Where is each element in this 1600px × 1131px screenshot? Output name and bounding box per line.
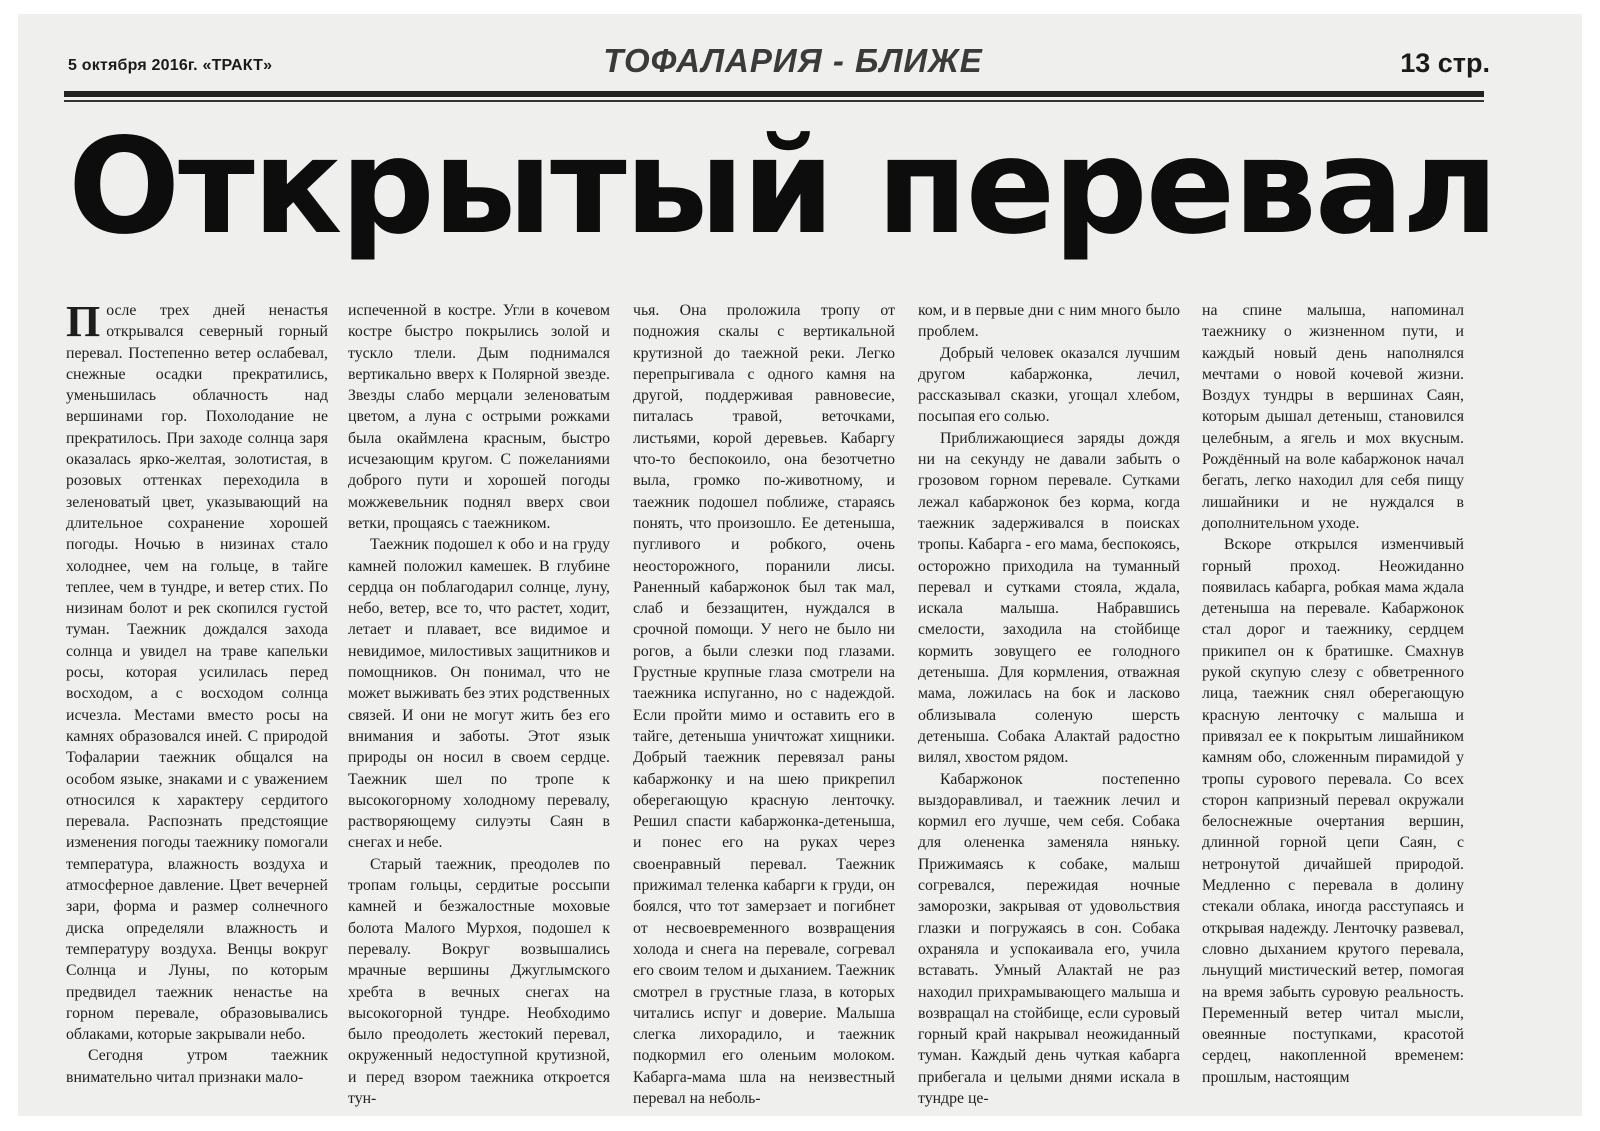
section-title: ТОФАЛАРИЯ - БЛИЖЕ [603,42,983,79]
article-paragraph: Сегодня утром таежник внимательно читал признаки мало- [66,1047,328,1086]
issue-date-outlet: 5 октября 2016г. «ТРАКТ» [68,57,273,74]
article-headline: Открытый перевал [68,110,1497,264]
article-paragraph: ком, и в первые дни с ним много было проблем. [918,302,1180,341]
article-column-2 [348,300,610,1108]
article-column-5 [1202,300,1464,1108]
paragraph-text: осле трех дней ненастья открывался северный горный перевал. Постепенно ветер ослабевал, снежные осадки прекратились, уменьшилась облачность над вершинами гор. Похолодание не прекратилось. При заходе солнца заря оказалась ярко-желтая, золотистая, в розовых оттенках переходила в зеленоватый цвет, указывающий на длительное сохранение хорошей погоды. Ночью в низинах стало холоднее, чем на гольце, в тайге теплее, чем в тундре, и ветер стих. По низинам болот и рек скопился густой туман. Таежник дождался захода солнца и увидел на траве капельки росы, которая усилилась перед восходом, а с восходом солнца исчезла. Местами вместо росы на камнях образовался иней. С природой Тофаларии таежник общался на особом языке, знаками и с уважением относился к характеру сердитого перевала. Распознать предстоящие изменения погоды таежнику помогали температура, влажность воздуха и атмосферное давление. Цвет вечерней зари, форма и размер солнечного диска определяли влажность и температуру воздуха. Венцы вокруг Солнца и Луны, по которым предвидел таежник ненастье на горном перевале, образовывались облаками, которые закрывали небо. [66,302,328,1044]
article-paragraph [66,300,328,1045]
article-paragraph: Вскоре открылся изменчивый горный проход. Неожиданно появилась кабарга, робкая мама ждала детеныша на перевале. Кабаржонок стал дорог и таежнику, сердцем прикипел он к братишке. Смахнув рукой скупую слезу с обветренного лица, таежник снял оберегающую красную ленточку с малыша и привязал ее к покрытым лишайником камням обо, сложенным пирамидой у тропы сурового перевала. Со всех сторон капризный перевал окружали белоснежные очертания вершин, длинной горной цепи Саян, с нетронутой дичайшей природой. Медленно с перевала в долину стекали облака, иногда расступаясь и открывая надежду. Ленточку развевал, словно дыханием крутого перевала, льнущий мистический ветер, помогая на время забыть суровую реальность. Переменный ветер читал мысли, овеянные поступками, красотой сердец, накопленной временем: прошлым, настоящим [1202,536,1464,1086]
article-paragraph: испеченной в костре. Угли в кочевом костре быстро покрылись золой и тускло тлели. Дым поднимался вертикально вверх к Полярной звезде. Звезды слабо мерцали зеленоватым цветом, а луна с острыми рожками была окаймлена красным, быстро исчезающим кругом. С пожеланиями доброго пути и хорошей погоды можжевельник поднял вверх свои ветки, прощаясь с таежником. [348,302,610,532]
header-rule-thick [64,91,1484,97]
article-paragraph: Кабаржонок постепенно выздоравливал, и таежник лечил и кормил его лучше, чем себя. Собака для олененка заменяла няньку. Прижимаясь к собаке, малыш согревался, пережидая ночные заморозки, закрывая от удовольствия глазки и погружаясь в сон. Собака охраняла и успокаивала его, учила вставать. Умный Алактай не раз находил прихрамывающего малыша и возвращал на стойбище, если суровый горный край накрывал неожиданный туман. Каждый день чуткая кабарга прибегала и целыми днями искала в тундре це- [918,770,1180,1107]
article-column-4 [918,300,1180,1108]
newspaper-page [18,14,1582,1116]
article-paragraph: Таежник подошел к обо и на груду камней положил камешек. В глубине сердца он поблагодарил солнце, луну, небо, ветер, все то, что растет, ходит, летает и плавает, все видимое и невидимое, милостивых защитников и помощников. Он понимал, что не может выживать без этих родственных связей. И они не могут жить без его внимания и заботы. Этот язык природы он носил в своем сердце. Таежник шел по тропе к высокогорному холодному перевалу, растворяющему силуэты Саян в снегах и небе. [348,536,610,852]
article-paragraph: Добрый человек оказался лучшим другом кабаржонка, лечил, рассказывал сказки, угощал хлебом, посыпая его солью. [918,344,1180,426]
article-column-1 [66,300,328,1108]
article-column-3 [633,300,895,1108]
drop-cap: П [66,300,101,346]
article-paragraph: Старый таежник, преодолев по тропам гольцы, сердитые россыпи камней и безжалостные моховые болота Малого Мурхоя, подошел к перевалу. Вокруг возвышались мрачные вершины Джуглымского хребта в вечных снегах на высокогорной тундре. Необходимо было преодолеть жестокий перевал, окруженный недоступной крутизной, и перед взором таежника откроется тун- [348,855,610,1107]
header-rule-thin [64,100,1484,102]
article-paragraph: Приближающиеся заряды дождя ни на секунду не давали забыть о грозовом горном перевале. Сутками лежал кабаржонок без корма, когда таежник задерживался в поисках тропы. Кабарга - его мама, беспокоясь, осторожно приходила на туманный перевал и сутками стояла, ждала, искала малыша. Набравшись смелости, заходила на стойбище кормить зовущего ее голодного детеныша. Для кормления, отважная мама, ложилась на бок и ласково облизывала соленую шерсть детеныша. Собака Алактай радостно вилял, хвостом рядом. [918,429,1180,767]
page-number: 13 стр. [1400,48,1490,78]
article-paragraph: на спине малыша, напоминал таежнику о жизненном пути, и каждый новый день наполнялся мечтами о новой кочевой жизни. Воздух тундры в вершинах Саян, которым дышал детеныш, становился целебным, а ягель и мох вкусным. Рождённый на воле кабаржонок начал бегать, легко находил для себя пищу лишайники и не нуждался в дополнительном уходе. [1202,302,1464,532]
article-paragraph: чья. Она проложила тропу от подножия скалы с вертикальной крутизной до таежной реки. Легко перепрыгивала с одного камня на другой, поддерживая равновесие, питалась травой, веточками, листьями, корой деревьев. Кабаргу что-то беспокоило, она безотчетно выла, громко по-животному, и таежник подошел поближе, стараясь понять, что произошло. Ее детеныша, пугливого и робкого, очень неосторожного, поранили лисы. Раненный кабаржонок был так мал, слаб и беззащитен, нуждался в срочной помощи. У него не было ни рогов, а были слезки под глазами. Грустные крупные глаза смотрели на таежника испуганно, но с надеждой. Если пройти мимо и оставить его в тайге, детеныша уничтожат хищники. Добрый таежник перевязал раны кабаржонку и на шею прикрепил оберегающую красную ленточку. Решил спасти кабаржонка-детеныша, и понес его на руках через своенравный перевал. Таежник прижимал теленка кабарги к груди, он боялся, что тот замерзает и погибнет от несвоевременного возвращения холода и снега на перевале, согревал его своим телом и дыханием. Таежник смотрел в грустные глаза, в которых читались испуг и доверие. Малыша слегка лихорадило, и таежник подкормил его оленьим молоком. Кабарга-мама шла на неизвестный перевал на неболь- [633,302,895,1107]
